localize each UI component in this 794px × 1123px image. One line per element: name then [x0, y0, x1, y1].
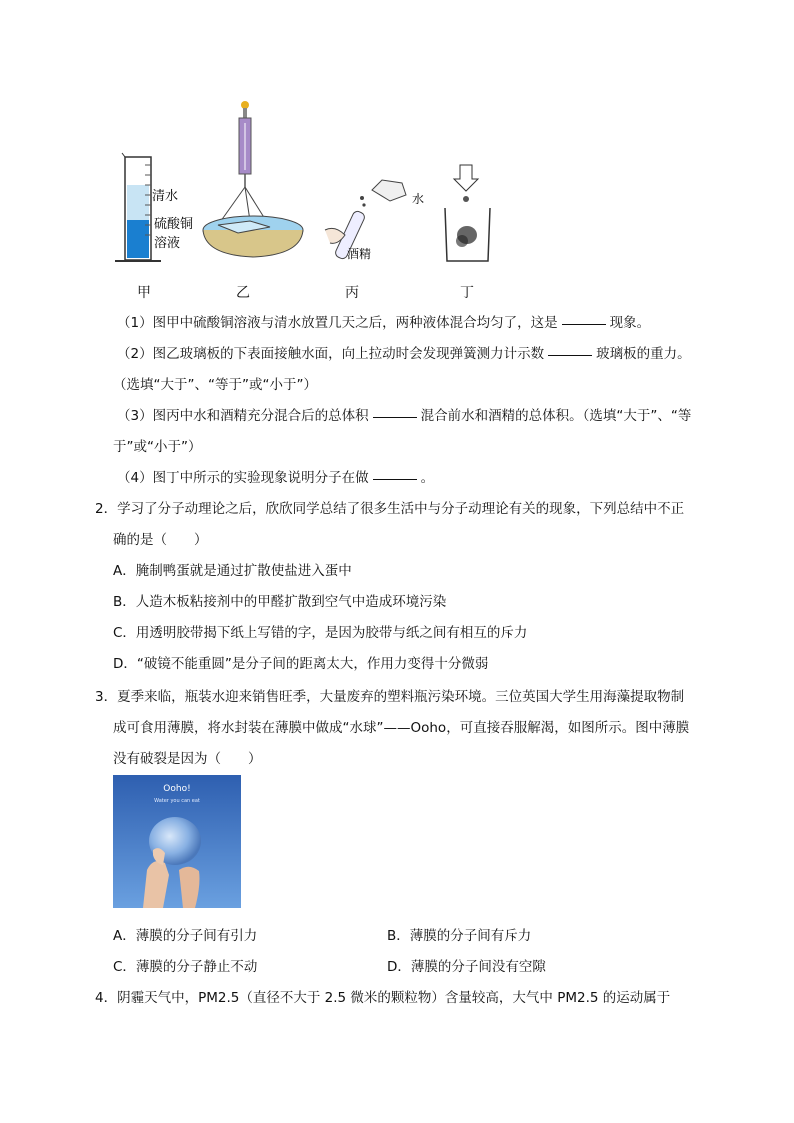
answer-blank[interactable] — [373, 416, 417, 418]
q3-option-a[interactable]: A．薄膜的分子间有引力 — [113, 928, 258, 944]
q2-option-a[interactable]: A．腌制鸭蛋就是通过扩散使盐进入蛋中 — [113, 563, 352, 579]
cuso4-label-1: 硫酸铜 — [154, 217, 194, 232]
q1-item-3-note: 于”或“小于”） — [113, 439, 202, 455]
ooho-photo — [113, 775, 241, 908]
q3-stem-line-3: 没有破裂是因为（ ） — [113, 751, 262, 767]
q1-item-2: （2）图乙玻璃板的下表面接触水面，向上拉动时会发现弹簧测力计示数 玻璃板的重力。 — [117, 346, 691, 362]
beaker-figure — [445, 165, 490, 261]
q1-item-4: （4）图丁中所示的实验现象说明分子在做 。 — [117, 470, 435, 486]
q4-stem-line-1: 4．阴霾天气中，PM2.5（直径不大于 2.5 微米的颗粒物）含量较高，大气中 PM2.5 的运动属于 — [95, 990, 671, 1006]
q2-option-b[interactable]: B．人造木板粘接剂中的甲醛扩散到空气中造成环境污染 — [113, 594, 447, 610]
q1-item-3: （3）图丙中水和酒精充分混合后的总体积 混合前水和酒精的总体积。（选填“大于”、“等 — [117, 408, 692, 424]
q1-item-1: （1）图甲中硫酸铜溶液与清水放置几天之后，两种液体混合均匀了，这是 现象。 — [117, 315, 651, 331]
spring-scale-figure — [203, 101, 303, 257]
q2-option-d[interactable]: D．“破镜不能重圆”是分子间的距离太大，作用力变得十分微弱 — [113, 656, 489, 672]
q2-option-c[interactable]: C．用透明胶带揭下纸上写错的字，是因为胶带与纸之间有相互的斥力 — [113, 625, 528, 641]
q3-stem-line-1: 3．夏季来临，瓶装水迎来销售旺季，大量废弃的塑料瓶污染环境。三位英国大学生用海藻提取物制 — [95, 689, 685, 705]
photo-title: Ooho! — [163, 784, 191, 794]
water-label: 水 — [412, 192, 425, 206]
q2-stem-line-2: 确的是（ ） — [113, 532, 208, 548]
q2-stem-line-1: 2．学习了分子动理论之后，欣欣同学总结了很多生活中与分子动理论有关的现象，下列总结中不正 — [95, 501, 685, 517]
cuso4-label-2: 溶液 — [154, 236, 181, 251]
answer-blank[interactable] — [562, 323, 606, 325]
answer-blank[interactable] — [373, 478, 417, 480]
figure-label-bing: 丙 — [345, 285, 359, 301]
photo-subtitle: Water you can eat — [154, 798, 200, 804]
answer-blank[interactable] — [548, 354, 592, 356]
experiment-figure — [110, 95, 530, 305]
graduated-cylinder-figure — [115, 153, 193, 261]
figure-label-jia: 甲 — [137, 285, 151, 301]
figure-label-yi: 乙 — [236, 285, 250, 301]
clear-water-label: 清水 — [152, 189, 179, 204]
q3-option-b[interactable]: B．薄膜的分子间有斥力 — [387, 928, 532, 944]
q3-stem-line-2: 成可食用薄膜，将水封装在薄膜中做成“水球”——Ooho，可直接吞服解渴，如图所示。图中薄膜 — [113, 720, 690, 736]
q3-option-c[interactable]: C．薄膜的分子静止不动 — [113, 959, 258, 975]
mixing-figure — [325, 180, 424, 261]
q1-item-2-note: （选填“大于”、“等于”或“小于”） — [113, 377, 317, 393]
figure-label-ding: 丁 — [460, 285, 474, 301]
alcohol-label: 酒精 — [347, 247, 372, 261]
q3-option-d[interactable]: D．薄膜的分子间没有空隙 — [387, 959, 546, 975]
